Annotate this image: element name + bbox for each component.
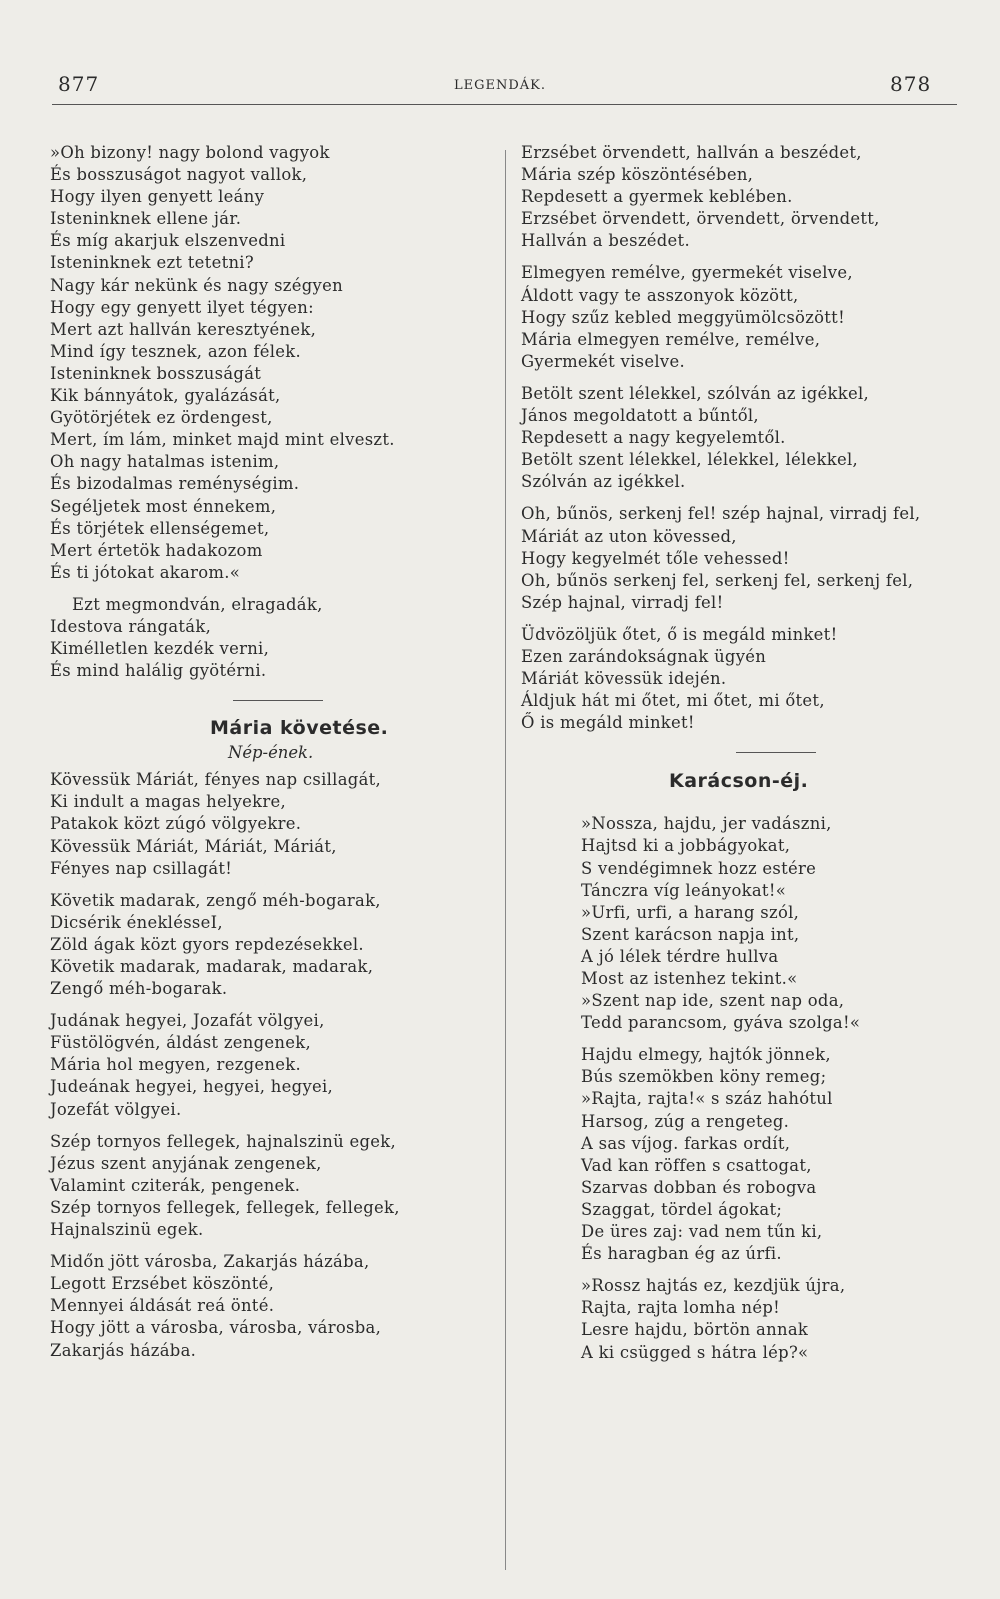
verse-line: Hogy jött a városba, városba, városba, <box>50 1318 382 1338</box>
verse-line: »Szent nap ide, szent nap oda, <box>581 991 845 1011</box>
verse-line: Szarvas dobban és robogva <box>581 1177 817 1197</box>
verse-line: Oh, bűnös serkenj fel, serkenj fel, serkenj fel, <box>521 570 914 590</box>
verse-line: Zengő méh-bogarak. <box>50 979 228 999</box>
poem-stanza <box>521 262 986 372</box>
verse-line: Hajdu elmegy, hajtók jönnek, <box>581 1045 831 1065</box>
verse-line: Tedd parancsom, gyáva szolga!« <box>581 1013 861 1033</box>
poem-stanza <box>50 1010 490 1120</box>
verse-line: Kövessük Máriát, Máriát, Máriát, <box>50 836 337 856</box>
poem-stanza <box>50 890 490 1000</box>
verse-line: És ti jótokat akarom.« <box>50 562 241 582</box>
verse-line: Kimélletlen kezdék verni, <box>50 639 270 659</box>
ornament-divider <box>233 700 323 701</box>
verse-line: Mária hol megyen, rezgenek. <box>50 1055 302 1075</box>
verse-line: A sas víjog. farkas ordít, <box>581 1133 791 1153</box>
verse-line: Ezen zarándokságnak ügyén <box>521 646 767 666</box>
verse-line: Ezt megmondván, elragadák, <box>72 594 323 614</box>
verse-line: Hallván a beszédet. <box>521 231 690 251</box>
verse-line: Judeának hegyei, hegyei, hegyei, <box>50 1077 334 1097</box>
verse-line: »Urfi, urfi, a harang szól, <box>581 902 800 922</box>
verse-line: Betölt szent lélekkel, lélekkel, lélekkel, <box>521 450 859 470</box>
verse-line: Repdesett a gyermek keblében. <box>521 187 793 207</box>
verse-line: Mária elmegyen remélve, remélve, <box>521 329 821 349</box>
verse-line: Segéljetek most énnekem, <box>50 496 277 516</box>
section-title: Karácson-éj. <box>669 770 809 793</box>
section-title: Mária követése. <box>210 717 389 740</box>
verse-line: És míg akarjuk elszenvedni <box>50 231 286 251</box>
verse-line: Szent karácson napja int, <box>581 924 800 944</box>
verse-line: Nagy kár nekünk és nagy szégyen <box>50 275 343 295</box>
poem-stanza <box>50 1251 490 1361</box>
poem-stanza <box>50 769 490 879</box>
verse-line: És haragban ég az úrfi. <box>581 1244 782 1264</box>
verse-line: Mennyei áldását reá önté. <box>50 1296 275 1316</box>
verse-line: Hajtsd ki a jobbágyokat, <box>581 836 791 856</box>
verse-line: És bizodalmas reménységim. <box>50 474 300 494</box>
verse-line: Judának hegyei, Jozafát völgyei, <box>50 1011 325 1031</box>
poem-stanza <box>521 813 986 1034</box>
verse-line: Dicsérik éneklésseI, <box>50 912 223 932</box>
header-rule <box>52 104 957 105</box>
verse-line: Füstölögvén, áldást zengenek, <box>50 1033 312 1053</box>
verse-line: Oh nagy hatalmas istenim, <box>50 452 280 472</box>
verse-line: Erzsébet örvendett, hallván a beszédet, <box>521 143 862 162</box>
verse-line: A ki csügged s hátra lép?« <box>581 1342 809 1362</box>
verse-line: Máriát kövessük idején. <box>521 669 727 689</box>
verse-line: Gyermekét viselve. <box>521 351 685 371</box>
verse-line: Mind így tesznek, azon félek. <box>50 341 302 361</box>
verse-line: Hajnalszinü egek. <box>50 1220 204 1240</box>
right-column <box>521 142 986 1374</box>
verse-line: És bosszuságot nagyot vallok, <box>50 165 308 185</box>
verse-line: Áldott vagy te asszonyok között, <box>521 285 799 305</box>
verse-line: »Rajta, rajta!« s száz hahótul <box>581 1089 833 1109</box>
verse-line: Lesre hajdu, börtön annak <box>581 1320 809 1340</box>
verse-line: Gyötörjétek ez ördengest, <box>50 408 273 428</box>
verse-line: Hogy ilyen genyett leány <box>50 187 265 207</box>
verse-line: És mind halálig gyötérni. <box>50 661 267 681</box>
poem-stanza <box>521 383 986 493</box>
section-subtitle: Nép-ének. <box>228 743 314 763</box>
poem-stanza <box>521 1044 986 1265</box>
verse-line: Kik bánnyátok, gyalázását, <box>50 386 281 406</box>
verse-line: Patakok közt zúgó völgyekre. <box>50 814 302 834</box>
verse-line: Isteninknek bosszuságát <box>50 363 262 383</box>
verse-line: Szaggat, tördel ágokat; <box>581 1199 783 1219</box>
verse-line: Legott Erzsébet köszönté, <box>50 1274 275 1294</box>
verse-line: De üres zaj: vad nem tűn ki, <box>581 1222 823 1242</box>
verse-line: Kövessük Máriát, fényes nap csillagát, <box>50 770 382 790</box>
verse-line: János megoldatott a bűntől, <box>521 406 759 426</box>
verse-line: Szép tornyos fellegek, fellegek, fellegek, <box>50 1197 400 1217</box>
verse-line: Ki indult a magas helyekre, <box>50 792 286 812</box>
verse-line: Erzsébet örvendett, örvendett, örvendett, <box>521 209 880 229</box>
poem-stanza <box>521 1275 986 1363</box>
verse-line: Követik madarak, zengő méh-bogarak, <box>50 890 381 910</box>
verse-line: Tánczra víg leányokat!« <box>581 880 787 900</box>
poem-block <box>50 142 490 584</box>
verse-line: Bús szemökben köny remeg; <box>581 1067 827 1087</box>
verse-line: Szép hajnal, virradj fel! <box>521 592 724 612</box>
verse-line: Betölt szent lélekkel, szólván az igékkel, <box>521 383 870 403</box>
verse-line: Áldjuk hát mi őtet, mi őtet, mi őtet, <box>521 691 825 711</box>
verse-line: Hogy egy genyett ilyet tégyen: <box>50 297 314 317</box>
verse-line: Jézus szent anyjának zengenek, <box>50 1153 322 1173</box>
verse-line: Zöld ágak közt gyors repdezésekkel. <box>50 934 364 954</box>
verse-line: Mert, ím lám, minket majd mint elveszt. <box>50 430 395 450</box>
ornament-divider <box>736 752 816 753</box>
verse-line: Valamint cziterák, pengenek. <box>50 1175 301 1195</box>
page-number-left: 877 <box>58 72 100 96</box>
verse-line: S vendégimnek hozz estére <box>581 858 817 878</box>
verse-line: Repdesett a nagy kegyelemtől. <box>521 428 786 448</box>
verse-line: A jó lélek térdre hullva <box>581 946 779 966</box>
verse-line: Követik madarak, madarak, madarak, <box>50 957 374 976</box>
verse-line: Harsog, zúg a rengeteg. <box>581 1111 790 1131</box>
verse-line: Idestova rángaták, <box>50 616 212 636</box>
verse-line: Isteninknek ezt tetetni? <box>50 253 254 273</box>
verse-line: »Nossza, hajdu, jer vadászni, <box>581 814 832 834</box>
verse-line: Hogy kegyelmét tőle vehessed! <box>521 548 790 568</box>
verse-line: Jozefát völgyei. <box>50 1099 182 1119</box>
running-title: LEGENDÁK. <box>453 78 547 93</box>
verse-line: Most az istenhez tekint.« <box>581 969 798 988</box>
verse-line: »Rossz hajtás ez, kezdjük újra, <box>581 1276 846 1296</box>
verse-line: Mert azt hallván keresztyének, <box>50 319 317 339</box>
verse-line: Hogy szűz kebled meggyümölcsözött! <box>521 307 845 327</box>
poem-block <box>50 594 490 682</box>
verse-line: Üdvözöljük őtet, ő is megáld minket! <box>521 624 838 644</box>
verse-line: Oh, bűnös, serkenj fel! szép hajnal, virradj fel, <box>521 504 921 524</box>
verse-line: Szólván az igékkel. <box>521 472 686 492</box>
verse-line: Midőn jött városba, Zakarjás házába, <box>50 1252 370 1272</box>
left-column <box>50 142 490 1372</box>
verse-line: Isteninknek ellene jár. <box>50 209 242 229</box>
verse-line: Rajta, rajta lomha nép! <box>581 1298 781 1318</box>
column-divider <box>505 150 506 1570</box>
poem-stanza <box>521 142 986 252</box>
verse-line: Máriát az uton kövessed, <box>521 526 737 546</box>
verse-line: Zakarjás házába. <box>50 1340 197 1360</box>
poem-stanza <box>50 1131 490 1241</box>
verse-line: Szép tornyos fellegek, hajnalszinü egek, <box>50 1131 396 1151</box>
verse-line: Vad kan röffen s csattogat, <box>581 1155 812 1175</box>
page-header <box>0 68 1000 108</box>
poem-stanza <box>521 624 986 734</box>
verse-line: Ő is megáld minket! <box>521 713 695 733</box>
poem-stanza <box>521 503 986 613</box>
verse-line: Mária szép köszöntésében, <box>521 165 754 185</box>
verse-line: Mert értetök hadakozom <box>50 540 263 560</box>
verse-line: »Oh bizony! nagy bolond vagyok <box>50 143 330 162</box>
verse-line: Elmegyen remélve, gyermekét viselve, <box>521 263 853 283</box>
verse-line: És törjétek ellenségemet, <box>50 518 270 538</box>
verse-line: Fényes nap csillagát! <box>50 858 233 878</box>
page-number-right: 878 <box>890 72 932 96</box>
